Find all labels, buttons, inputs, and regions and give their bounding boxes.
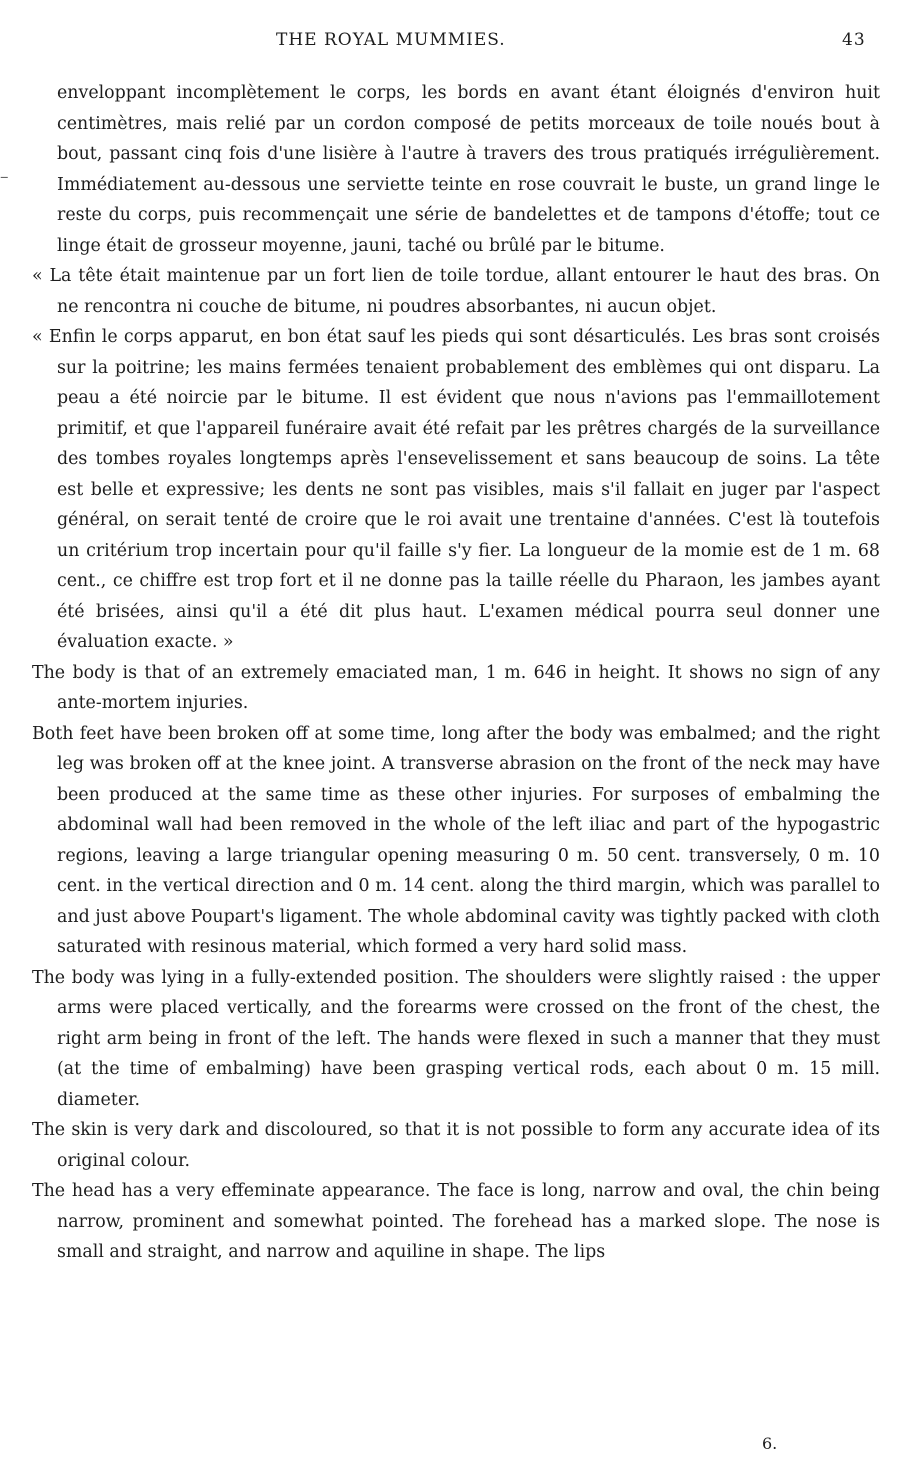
paragraph-body-height: The body is that of an extremely emaciated man, 1 m. 646 in height. It shows no sign of any ante-mortem injuries. xyxy=(32,662,880,713)
paragraph-skin: The skin is very dark and discoloured, so that it is not possible to form any accurate idea of its original colour. xyxy=(32,1120,880,1171)
body-text xyxy=(32,78,880,1268)
paragraph-quote-2: « Enfin le corps apparut, en bon état sauf les pieds qui sont désarticulés. Les bras sont croisés sur la poitrine; les mains fermées tenaient probablement des emblèmes qui ont disparu. La peau a été noircie par le bitume. Il est évident que nous n'avions pas l'emmaillotement primitif, et que l'appareil funéraire avait été refait par les prêtres chargés de la surveillance des tombes royales longtemps après l'ensevelissement et sans beaucoup de soins. La tête est belle et expressive; les dents ne sont pas visibles, mais s'il fallait en juger par l'aspect général, on serait tenté de croire que le roi avait une trentaine d'années. C'est là toutefois un critérium trop incertain pour qu'il faille s'y fier. La longueur de la momie est de 1 m. 68 cent., ce chiffre est trop fort et il ne donne pas la taille réelle du Pharaon, les jambes ayant été brisées, ainsi qu'il a été dit plus haut. L'examen médical pourra seul donner une évaluation exacte. » xyxy=(32,327,880,652)
page-number: 43 xyxy=(842,30,866,50)
paragraph-head: The head has a very effeminate appearance. The face is long, narrow and oval, the chin being narrow, prominent and somewhat pointed. The forehead has a marked slope. The nose is small and straight, and narrow and aquiline in shape. The lips xyxy=(32,1181,880,1262)
paragraph-quote-1: « La tête était maintenue par un fort lien de toile tordue, allant entourer le haut des bras. On ne rencontra ni couche de bitume, ni poudres absorbantes, ni aucun objet. xyxy=(32,266,880,317)
paragraph-continuation: enveloppant incomplètement le corps, les bords en avant étant éloignés d'environ huit centimètres, mais relié par un cordon composé de petits morceaux de toile noués bout à bout, passant cinq fois d'une lisière à l'autre à travers des trous pratiqués irrégulièrement. Immédiatement au-dessous une serviette teinte en rose couvrait le buste, un grand linge le reste du corps, puis recommençait une série de bandelettes et de tampons d'étoffe; tout ce linge était de grosseur moyenne, jauni, taché ou brûlé par le bitume. xyxy=(57,83,880,256)
running-title: THE ROYAL MUMMIES. xyxy=(276,30,506,50)
signature-mark: 6. xyxy=(762,1434,778,1453)
paragraph-body-position: The body was lying in a fully-extended position. The shoulders were slightly raised : the upper arms were placed vertically, and the forearms were crossed on the front of the chest, the right arm being in front of the left. The hands were flexed in such a manner that they must (at the time of embalming) have been grasping vertical rods, each about 0 m. 15 mill. diameter. xyxy=(32,967,880,1110)
margin-mark: – xyxy=(0,167,9,187)
paragraph-feet-broken: Both feet have been broken off at some time, long after the body was embalmed; and the right leg was broken off at the knee joint. A transverse abrasion on the front of the neck may have been produced at the same time as these other injuries. For surposes of embalming the abdominal wall had been removed in the whole of the left iliac and part of the hypogastric regions, leaving a large triangular opening measuring 0 m. 50 cent. transversely, 0 m. 10 cent. in the vertical direction and 0 m. 14 cent. along the third margin, which was parallel to and just above Poupart's ligament. The whole abdominal cavity was tightly packed with cloth saturated with resinous material, which formed a very hard solid mass. xyxy=(32,723,880,957)
